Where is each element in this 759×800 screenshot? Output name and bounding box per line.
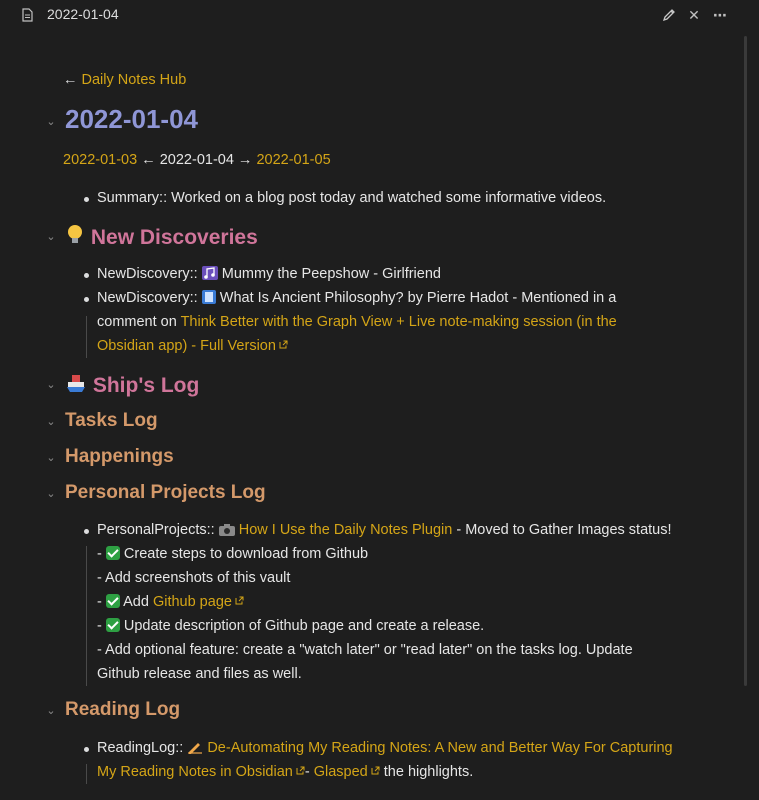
more-icon[interactable]: ⋯: [713, 7, 727, 23]
indent-guide: [86, 546, 87, 686]
camera-icon: [219, 523, 235, 540]
list-item-continuation: - Add optional feature: create a "watch later" or "read later" on the tasks log. Update: [97, 642, 633, 658]
note-title: 2022-01-04: [65, 104, 198, 134]
heading-tasks-log: Tasks Log: [65, 410, 158, 431]
glasped-link[interactable]: Glasped: [313, 764, 368, 780]
next-day-link[interactable]: 2022-01-05: [256, 152, 331, 168]
checkmark-icon: [106, 594, 120, 608]
reading-notes-article-link[interactable]: De-Automating My Reading Notes: A New and Better Way For Capturing: [207, 740, 673, 756]
list-item: [97, 266, 441, 284]
projects-key: PersonalProjects::: [97, 522, 219, 538]
list-bullet: [84, 297, 89, 302]
list-bullet: [84, 273, 89, 278]
heading-happenings: Happenings: [65, 446, 174, 467]
dash: -: [97, 594, 106, 610]
discovery-key: NewDiscovery::: [97, 290, 202, 306]
tab-title: 2022-01-04: [47, 6, 119, 22]
dash: -: [97, 618, 106, 634]
list-item-continuation: - Add screenshots of this vault: [97, 570, 291, 586]
reading-notes-article-link[interactable]: My Reading Notes in Obsidian: [97, 764, 293, 780]
list-item-continuation: [97, 594, 244, 610]
summary-text: Worked on a blog post today and watched some informative videos.: [171, 190, 607, 206]
fold-chevron-icon[interactable]: ⌄: [46, 231, 56, 243]
summary-key: Summary::: [97, 190, 172, 206]
projects-status-text: - Moved to Gather Images status!: [452, 522, 672, 538]
list-item-continuation: [97, 314, 617, 330]
heading-reading-log: Reading Log: [65, 699, 181, 720]
fold-chevron-icon[interactable]: ⌄: [46, 116, 56, 128]
music-notes-icon: [202, 266, 218, 284]
ship-icon: [65, 372, 87, 400]
list-item-continuation: Github release and files as well.: [97, 666, 302, 682]
nav-separator: ←: [137, 152, 160, 168]
discovery-text: What Is Ancient Philosophy? by Pierre Hadot - Mentioned in a: [219, 290, 617, 306]
heading-ships-log: [65, 372, 199, 400]
dash: -: [304, 764, 314, 780]
heading-text: New Discoveries: [90, 226, 258, 249]
title-bar: [0, 0, 759, 30]
list-bullet: [84, 197, 89, 202]
list-item: [97, 522, 672, 540]
checkmark-icon: [106, 618, 120, 632]
continuation-text: comment on: [97, 314, 181, 330]
list-bullet: [84, 747, 89, 752]
book-icon: [202, 290, 216, 308]
day-navigation: [63, 152, 331, 168]
fold-chevron-icon[interactable]: ⌄: [46, 416, 56, 428]
external-link-icon: [296, 766, 305, 775]
fold-chevron-icon[interactable]: ⌄: [46, 379, 56, 391]
daily-notes-hub-link[interactable]: Daily Notes Hub: [81, 72, 187, 88]
external-link-icon: [235, 596, 244, 605]
nav-separator: →: [233, 152, 257, 168]
discovery-key: NewDiscovery::: [97, 266, 202, 282]
discovery-text: Mummy the Peepshow - Girlfriend: [221, 266, 441, 282]
checkmark-icon: [106, 546, 120, 560]
graph-view-video-link[interactable]: Obsidian app) - Full Version: [97, 338, 276, 354]
document-icon: [22, 8, 33, 22]
project-step-text: Create steps to download from Github: [123, 546, 369, 562]
list-item: [97, 290, 616, 308]
heading-personal-projects-log: Personal Projects Log: [65, 482, 266, 503]
project-step-text: Update description of Github page and create a release.: [123, 618, 485, 634]
hub-link-row: [63, 72, 186, 88]
back-arrow-icon: ←: [63, 72, 78, 88]
summary-line: [97, 190, 606, 206]
list-item: [97, 740, 673, 758]
pencil-icon[interactable]: [661, 7, 677, 23]
list-bullet: [84, 529, 89, 534]
github-page-link[interactable]: Github page: [152, 594, 232, 610]
graph-view-video-link[interactable]: Think Better with the Graph View + Live note-making session (in the: [180, 314, 617, 330]
close-icon[interactable]: ✕: [688, 7, 700, 23]
project-step-text: Add: [123, 594, 153, 610]
heading-new-discoveries: [65, 224, 258, 252]
reading-suffix-text: the highlights.: [379, 764, 474, 780]
list-item-continuation: [97, 546, 368, 562]
indent-guide: [86, 316, 87, 358]
heading-text: Ship's Log: [92, 374, 200, 397]
lightbulb-icon: [65, 224, 85, 252]
list-item-continuation: [97, 338, 288, 354]
external-link-icon: [371, 766, 380, 775]
list-item-continuation: [97, 618, 484, 634]
reading-key: ReadingLog::: [97, 740, 188, 756]
scrollbar[interactable]: [744, 36, 747, 686]
daily-notes-plugin-link[interactable]: How I Use the Daily Notes Plugin: [238, 522, 453, 538]
fold-chevron-icon[interactable]: ⌄: [46, 452, 56, 464]
external-link-icon: [279, 340, 288, 349]
indent-guide: [86, 764, 87, 784]
fold-chevron-icon[interactable]: ⌄: [46, 705, 56, 717]
fold-chevron-icon[interactable]: ⌄: [46, 488, 56, 500]
prev-day-link[interactable]: 2022-01-03: [63, 152, 138, 168]
current-day: 2022-01-04: [159, 152, 234, 168]
writing-hand-icon: [187, 740, 203, 758]
list-item-continuation: [97, 764, 473, 780]
dash: -: [97, 546, 106, 562]
